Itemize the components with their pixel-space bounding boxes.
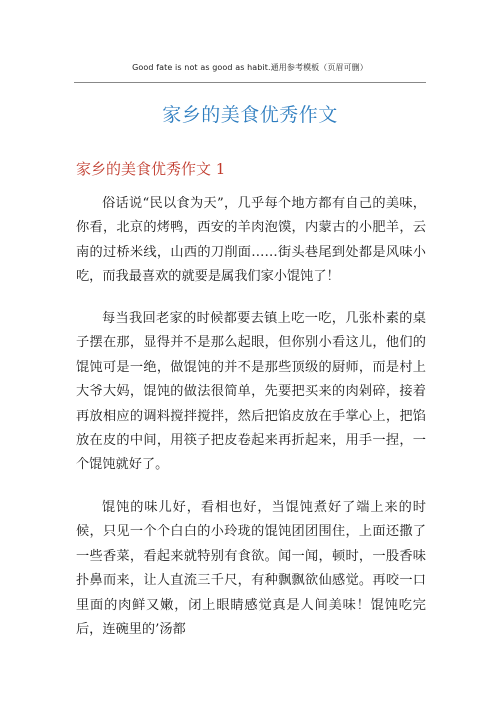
section-heading: 家乡的美食优秀作文 1 [76,160,226,178]
header-divider [74,82,426,83]
document-title: 家乡的美食优秀作文 [162,104,338,126]
paragraph-1: 俗话说“民以食为天”，几乎每个地方都有自己的美味，你看，北京的烤鸭，西安的羊肉泡馍，内蒙古的小肥羊，云南的过桥米线，山西的刀削面……街头巷尾到处都是风味小吃，而我最喜欢的就要是属我们家小馄饨了！ [76,196,426,285]
paragraph-2: 每当我回老家的时候都要去镇上吃一吃，几张朴素的桌子摆在那，显得并不是那么起眼，但你别小看这儿，他们的馄饨可是一绝，做馄饨的并不是那些顶级的厨师，而是村上大爷大妈，馄饨的做法很简单，先要把买来的肉剁碎，接着再放相应的调料搅拌搅拌，然后把馅皮放在手掌心上，把馅放在皮的中间，用筷子把皮卷起来再折起来，用手一捏，一个馄饨就好了。 [76,311,426,473]
page-header-note: Good fate is not as good as habit.通用参考模板（页眉可删） [132,63,368,72]
paragraph-3: 馄饨的味儿好，看相也好，当馄饨煮好了端上来的时候，只见一个个白白的小玲珑的馄饨团团围住，上面还撒了一些香菜，看起来就特别有食欲。闻一闻，顿时，一股香味扑鼻而来，让人直流三千尺，有种飘飘欲仙感觉。再咬一口里面的肉鲜又嫩，闭上眼睛感觉真是人间美味！馄饨吃完后，连碗里的’汤都 [76,500,426,638]
